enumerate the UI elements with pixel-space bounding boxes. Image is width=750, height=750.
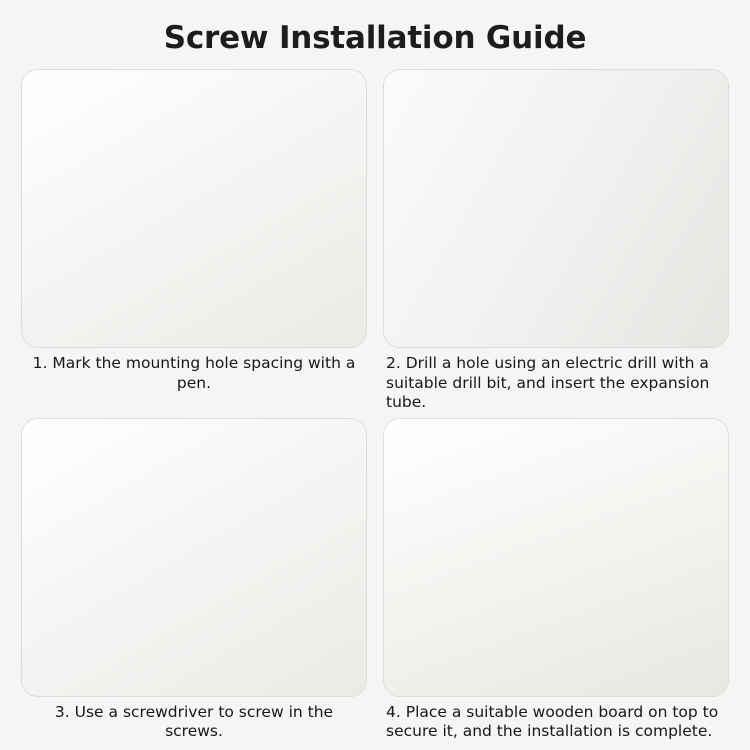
step-2-image bbox=[384, 70, 728, 347]
step-1-caption: 1. Mark the mounting hole spacing with a pen. bbox=[32, 354, 356, 392]
step-1 bbox=[22, 70, 366, 413]
step-2-caption: 2. Drill a hole using an electric drill with a suitable drill bit, and insert the expansion tube. bbox=[386, 354, 710, 412]
background-wall bbox=[384, 70, 728, 347]
step-1-image bbox=[22, 70, 366, 347]
step-3-image bbox=[22, 419, 366, 696]
step-3-caption: 3. Use a screwdriver to screw in the screws. bbox=[54, 702, 334, 741]
step-4-image bbox=[384, 419, 728, 696]
steps-grid bbox=[0, 56, 750, 742]
step-4 bbox=[384, 419, 728, 742]
page-title: Screw Installation Guide bbox=[163, 20, 587, 56]
background-wall bbox=[384, 419, 728, 696]
step-3 bbox=[22, 419, 366, 742]
background-wall bbox=[22, 70, 366, 347]
step-4-caption: 4. Place a suitable wooden board on top to secure it, and the installation is complete. bbox=[386, 702, 719, 741]
step-2 bbox=[384, 70, 728, 413]
background-wall bbox=[22, 419, 366, 696]
